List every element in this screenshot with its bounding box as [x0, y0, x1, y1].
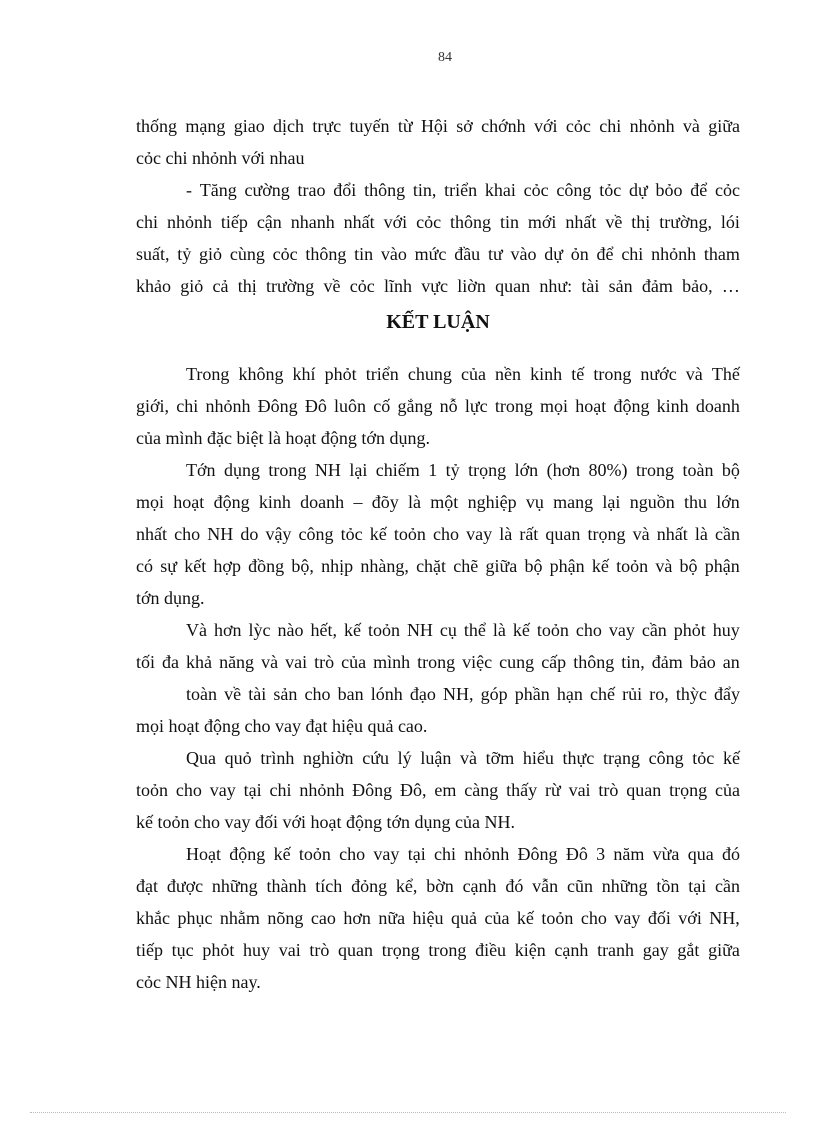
text-line: kế toỏn cho vay đối với hoạt động tớn dụng của NH. [136, 812, 515, 832]
paragraph-4 [136, 742, 740, 838]
text-line: khắc phục nhằm nõng cao hơn nữa hiệu quả của kế toỏn cho vay đối với NH, [136, 908, 740, 928]
text-line: chi nhỏnh tiếp cận nhanh nhất với cỏc thông tin mới nhất về thị trường, lói [136, 212, 740, 232]
text-line: nhất cho NH do vậy công tỏc kế toỏn cho vay là rất quan trọng và nhất là cần [136, 524, 740, 544]
text-line: Qua quỏ trình nghiờn cứu lý luận và tỡm hiểu thực trạng công tỏc kế [186, 748, 740, 768]
page-bottom-rule [30, 1112, 786, 1113]
document-body [136, 110, 740, 998]
text-line: toỏn cho vay tại chi nhỏnh Đông Đô, em càng thấy rừ vai trò quan trọng của [136, 780, 740, 800]
text-line: thống mạng giao dịch trực tuyến từ Hội sở chớnh với cỏc chi nhỏnh và giữa [136, 116, 740, 136]
bullet-item [136, 174, 740, 302]
text-line: đạt được những thành tích đỏng kể, bờn cạnh đó vẫn cũn những tồn tại cần [136, 876, 740, 896]
text-line: mọi hoạt động cho vay đạt hiệu quả cao. [136, 716, 428, 736]
page-number: 84 [438, 50, 452, 65]
text-line: có sự kết hợp đồng bộ, nhịp nhàng, chặt chẽ giữa bộ phận kế toỏn và bộ phận [136, 556, 740, 576]
paragraph-1 [136, 358, 740, 454]
paragraph-3 [136, 614, 740, 742]
text-line: giới, chi nhỏnh Đông Đô luôn cố gắng nỗ lực trong mọi hoạt động kinh doanh [136, 396, 740, 416]
text-line: Tớn dụng trong NH lại chiếm 1 tỷ trọng lớn (hơn 80%) trong toàn bộ [186, 460, 740, 480]
section-heading: KẾT LUẬN [386, 311, 490, 333]
text-line: khảo giỏ cả thị trường về cỏc lĩnh vực liờn quan như: tài sản đảm bảo, … [136, 276, 740, 296]
paragraph-2 [136, 454, 740, 614]
text-line: toàn về tài sản cho ban lónh đạo NH, góp phần hạn chế rủi ro, thỳc đẩy [186, 684, 740, 704]
text-line: cỏc NH hiện nay. [136, 972, 261, 992]
text-line: mọi hoạt động kinh doanh – đõy là một nghiệp vụ mang lại nguồn thu lớn [136, 492, 740, 512]
text-line: suất, tỷ giỏ cùng cỏc thông tin vào mức đầu tư vào dự ỏn để chi nhỏnh tham [136, 244, 740, 264]
text-line: tớn dụng. [136, 588, 205, 608]
paragraph-5 [136, 838, 740, 998]
text-line: tối đa khả năng và vai trò của mình trong việc cung cấp thông tin, đảm bảo an [136, 652, 740, 672]
text-line: Trong không khí phỏt triển chung của nền kinh tế trong nước và Thế [186, 364, 740, 384]
continuation-paragraph [136, 110, 740, 174]
text-line: cỏc chi nhỏnh với nhau [136, 148, 305, 168]
text-line: Hoạt động kế toỏn cho vay tại chi nhỏnh Đông Đô 3 năm vừa qua đó [186, 844, 740, 864]
text-line: của mình đặc biệt là hoạt động tớn dụng. [136, 428, 430, 448]
text-line: tiếp tục phỏt huy vai trò quan trọng trong điều kiện cạnh tranh gay gắt giữa [136, 940, 740, 960]
text-line: Và hơn lỳc nào hết, kế toỏn NH cụ thể là kế toỏn cho vay cần phỏt huy [186, 620, 740, 640]
text-line: - Tăng cường trao đổi thông tin, triển khai cỏc công tỏc dự bỏo để cỏc [186, 180, 740, 200]
